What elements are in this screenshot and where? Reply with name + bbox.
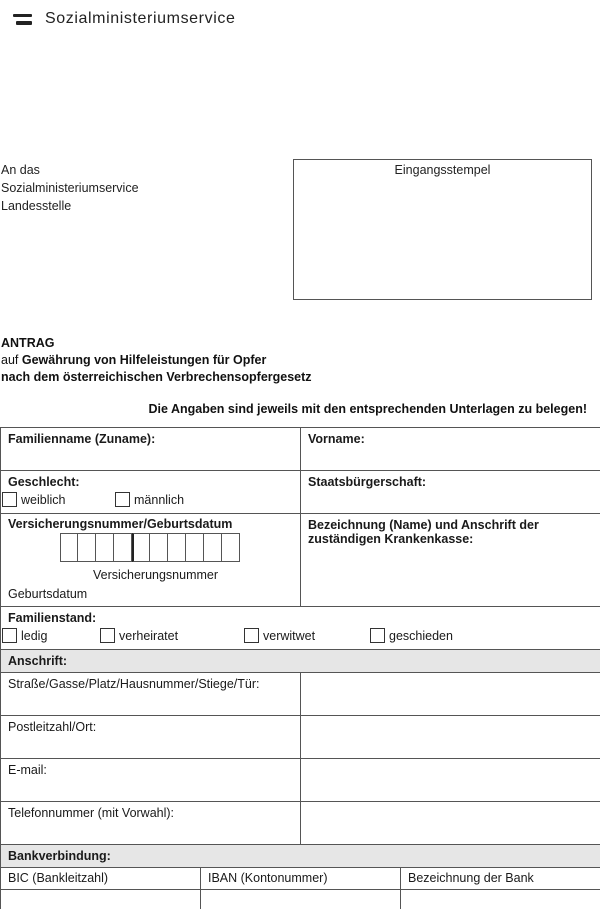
marital-widowed-label: verwitwet: [263, 628, 316, 643]
digit-box[interactable]: [114, 533, 132, 562]
citizenship-field[interactable]: [301, 471, 600, 514]
marital-widowed-checkbox[interactable]: [244, 628, 370, 643]
gender-label: Geschlecht:: [8, 475, 80, 489]
digit-box[interactable]: [96, 533, 114, 562]
bank-name-input[interactable]: [401, 890, 600, 909]
postcode-label-cell: [1, 716, 301, 759]
bank-name-header: [401, 868, 600, 890]
application-title: [1, 335, 312, 386]
postcode-input[interactable]: [301, 716, 600, 759]
bic-header: [1, 868, 201, 890]
street-label-cell: [1, 673, 301, 716]
checkbox-box[interactable]: [2, 628, 17, 643]
bic-label: BIC (Bankleitzahl): [8, 871, 109, 885]
marital-single-label: ledig: [21, 628, 48, 643]
brand-name: Sozialministeriumservice: [45, 10, 236, 27]
checkbox-box[interactable]: [100, 628, 115, 643]
gender-female-checkbox[interactable]: [2, 492, 115, 507]
digit-box[interactable]: [78, 533, 96, 562]
title-heading: ANTRAG: [1, 336, 55, 350]
title-law: nach dem österreichischen Verbrechensopfergesetz: [1, 370, 312, 384]
title-prefix: auf: [1, 353, 22, 367]
application-form: [0, 427, 600, 909]
iban-input[interactable]: [201, 890, 401, 909]
phone-input[interactable]: [301, 802, 600, 845]
receipt-stamp-box: [293, 159, 592, 300]
marital-divorced-label: geschieden: [389, 628, 453, 643]
insurance-number-caption: Versicherungsnummer: [92, 568, 219, 582]
bank-section-header: [1, 845, 600, 868]
recipient-line-1: An das: [1, 163, 40, 177]
surname-label: Familienname (Zuname):: [8, 432, 156, 446]
firstname-field[interactable]: [301, 428, 600, 471]
brand-logo: [13, 9, 235, 29]
digit-box[interactable]: [204, 533, 222, 562]
gender-female-label: weiblich: [21, 492, 66, 507]
address-section-label: Anschrift:: [8, 654, 68, 668]
recipient-address: [1, 161, 139, 215]
firstname-label: Vorname:: [308, 432, 365, 446]
title-subject: Gewährung von Hilfeleistungen für Opfer: [21, 353, 267, 367]
marital-divorced-checkbox[interactable]: [370, 628, 453, 643]
checkbox-box[interactable]: [2, 492, 17, 507]
digit-box[interactable]: [132, 533, 150, 562]
marital-married-checkbox[interactable]: [100, 628, 244, 643]
checkbox-box[interactable]: [244, 628, 259, 643]
recipient-line-3: Landesstelle: [1, 199, 72, 213]
birthdate-caption: Geburtsdatum: [8, 587, 88, 601]
address-section-header: [1, 650, 600, 673]
citizenship-label: Staatsbürgerschaft:: [308, 475, 427, 489]
marital-status-field: [1, 607, 600, 650]
digit-box[interactable]: [60, 533, 78, 562]
digit-box[interactable]: [186, 533, 204, 562]
marital-married-label: verheiratet: [119, 628, 179, 643]
email-label-cell: [1, 759, 301, 802]
health-insurance-label: Bezeichnung (Name) und Anschrift der zuständigen Krankenkasse:: [308, 518, 539, 546]
surname-field[interactable]: [1, 428, 301, 471]
documents-notice: Die Angaben sind jeweils mit den entsprechenden Unterlagen zu belegen!: [148, 402, 587, 416]
recipient-line-2: Sozialministeriumservice: [1, 181, 139, 195]
phone-label-cell: [1, 802, 301, 845]
gender-male-checkbox[interactable]: [115, 492, 184, 507]
street-input[interactable]: [301, 673, 600, 716]
health-insurance-field[interactable]: [301, 514, 600, 607]
postcode-label: Postleitzahl/Ort:: [8, 720, 97, 734]
marital-status-label: Familienstand:: [8, 611, 97, 625]
phone-label: Telefonnummer (mit Vorwahl):: [8, 806, 175, 820]
street-label: Straße/Gasse/Platz/Hausnummer/Stiege/Tür:: [8, 677, 260, 691]
email-input[interactable]: [301, 759, 600, 802]
bank-section-label: Bankverbindung:: [8, 849, 111, 863]
iban-header: [201, 868, 401, 890]
bank-name-label: Bezeichnung der Bank: [408, 871, 534, 885]
iban-label: IBAN (Kontonummer): [208, 871, 328, 885]
digit-box[interactable]: [222, 533, 240, 562]
title-subject-line: [1, 352, 312, 369]
gender-male-label: männlich: [134, 492, 185, 507]
insurance-number-boxes[interactable]: [60, 533, 293, 562]
email-label: E-mail:: [8, 763, 47, 777]
digit-box[interactable]: [168, 533, 186, 562]
stamp-label: Eingangsstempel: [394, 163, 491, 177]
digit-box[interactable]: [150, 533, 168, 562]
checkbox-box[interactable]: [115, 492, 130, 507]
gender-field: [1, 471, 301, 514]
bic-input[interactable]: [1, 890, 201, 909]
insurance-number-field: [1, 514, 301, 607]
marital-single-checkbox[interactable]: [2, 628, 100, 643]
sozialministeriumservice-logo-icon: [13, 12, 33, 26]
insurance-number-label: Versicherungsnummer/Geburtsdatum: [8, 517, 233, 531]
checkbox-box[interactable]: [370, 628, 385, 643]
